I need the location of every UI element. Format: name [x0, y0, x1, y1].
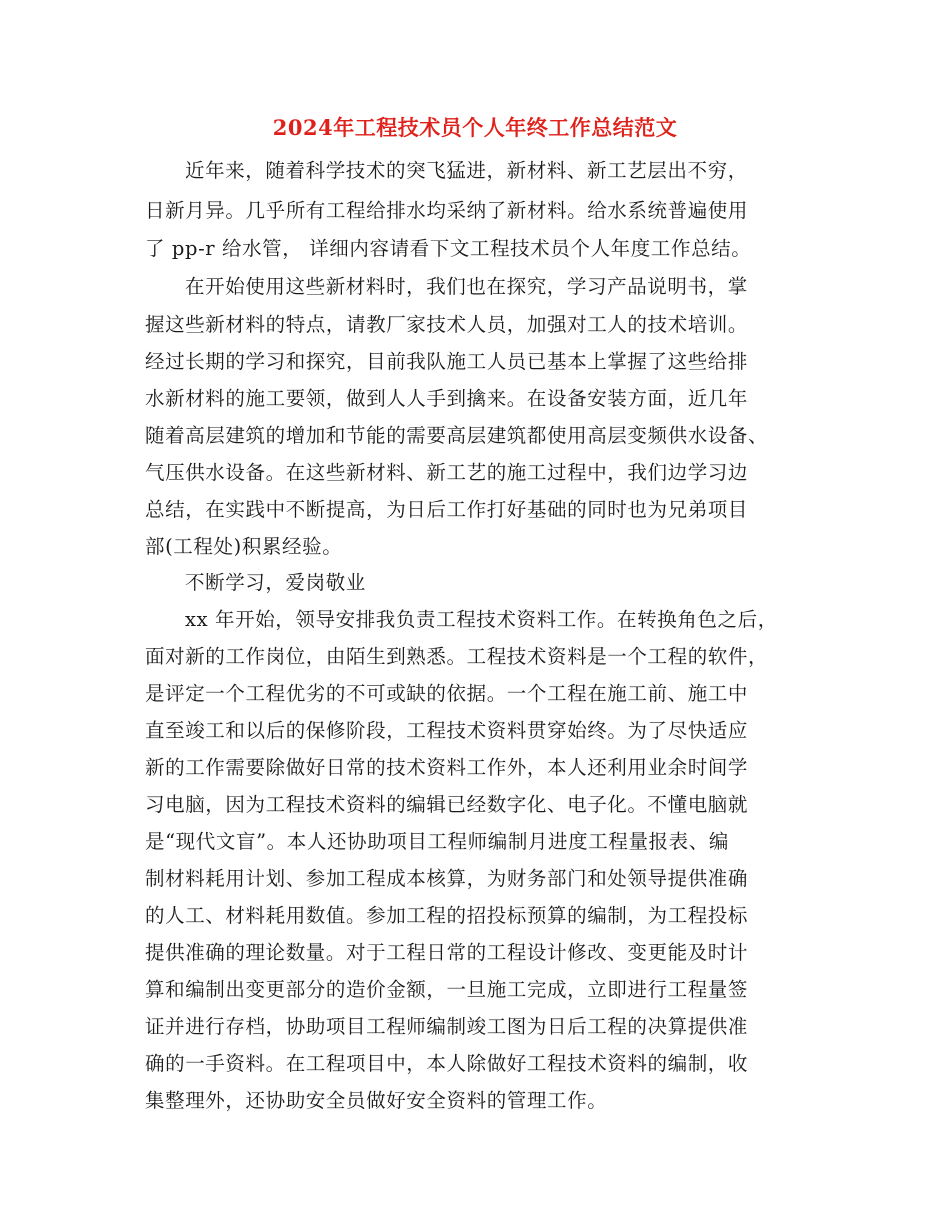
- text-line: 习电脑，因为工程技术资料的编辑已经数字化、电子化。不懂电脑就: [145, 793, 749, 816]
- text-line: 日新月异。几乎所有工程给排水均采纳了新材料。给水系统普遍使用: [145, 199, 749, 222]
- text-line: 证并进行存档，协助项目工程师编制竣工图为日后工程的决算提供准: [145, 1015, 749, 1038]
- text-line: 是评定一个工程优劣的不可或缺的依据。一个工程在施工前、施工中: [145, 682, 749, 705]
- text-line: 近年来，随着科学技术的突飞猛进，新材料、新工艺层出不穷，: [185, 159, 748, 182]
- text-line: 水新材料的施工要领，做到人人手到擒来。在设备安装方面，近几年: [145, 387, 749, 410]
- text-line: 制材料耗用计划、参加工程成本核算，为财务部门和处领导提供准确: [145, 867, 749, 890]
- text-line: 面对新的工作岗位，由陌生到熟悉。工程技术资料是一个工程的软件，: [145, 645, 769, 668]
- text-line: 算和编制出变更部分的造价金额，一旦施工完成，立即进行工程量签: [145, 978, 749, 1001]
- text-line: 经过长期的学习和探究，目前我队施工人员已基本上掌握了这些给排: [145, 350, 749, 373]
- text-line: 是“现代文盲”。本人还协助项目工程师编制月进度工程量报表、编: [145, 830, 729, 853]
- text-line: 提供准确的理论数量。对于工程日常的工程设计修改、变更能及时计: [145, 941, 749, 964]
- text-line: 确的一手资料。在工程项目中，本人除做好工程技术资料的编制，收: [145, 1052, 749, 1075]
- text-line: 了 pp-r 给水管， 详细内容请看下文工程技术员个人年度工作总结。: [145, 237, 752, 260]
- text-line: 新的工作需要除做好日常的技术资料工作外，本人还利用业余时间学: [145, 756, 749, 779]
- text-line: 气压供水设备。在这些新材料、新工艺的施工过程中，我们边学习边: [145, 461, 749, 484]
- text-line: 随着高层建筑的增加和节能的需要高层建筑都使用高层变频供水设备、: [145, 424, 769, 447]
- document-title: 2024年工程技术员个人年终工作总结范文: [272, 115, 678, 140]
- text-line: 集整理外，还协助安全员做好安全资料的管理工作。: [145, 1089, 608, 1112]
- text-line: 直至竣工和以后的保修阶段，工程技术资料贯穿始终。为了尽快适应: [145, 719, 749, 742]
- text-line: 部(工程处)积累经验。: [145, 535, 343, 558]
- text-line: 在开始使用这些新材料时，我们也在探究，学习产品说明书，掌: [185, 275, 748, 298]
- section-heading: 不断学习，爱岗敬业: [185, 571, 366, 594]
- text-line: 的人工、材料耗用数值。参加工程的招投标预算的编制，为工程投标: [145, 904, 749, 927]
- text-line: xx 年开始，领导安排我负责工程技术资料工作。在转换角色之后，: [185, 608, 778, 631]
- text-line: 握这些新材料的特点，请教厂家技术人员，加强对工人的技术培训。: [145, 313, 749, 336]
- text-line: 总结，在实践中不断提高，为日后工作打好基础的同时也为兄弟项目: [145, 498, 749, 521]
